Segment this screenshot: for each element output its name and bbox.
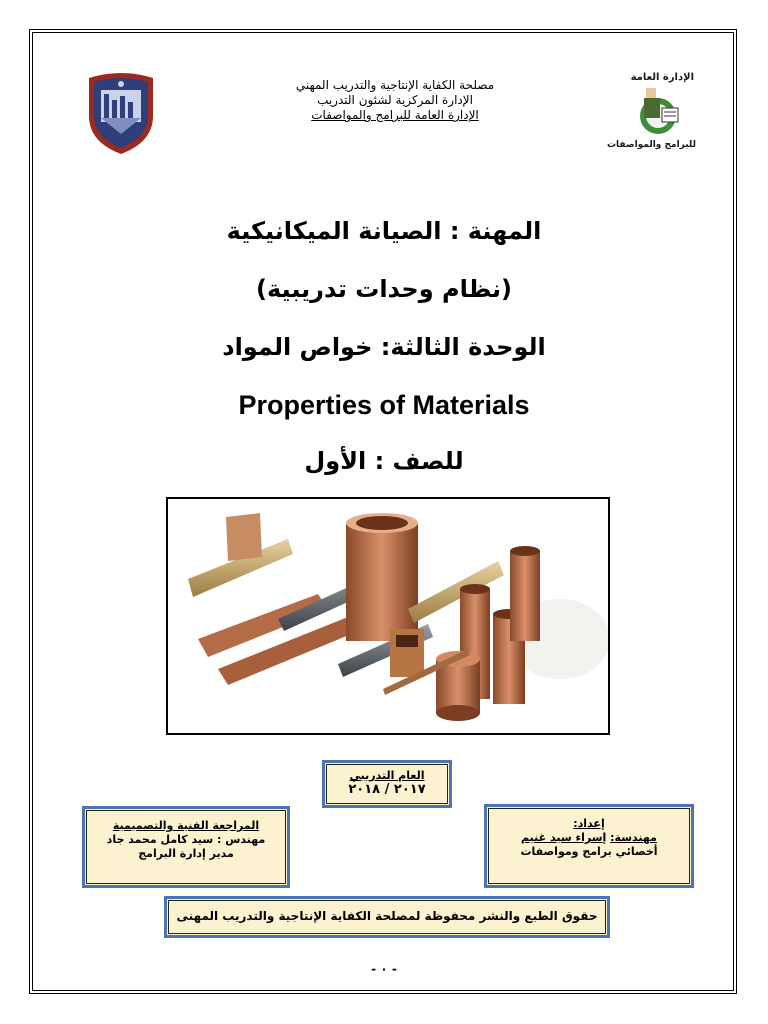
review-role: مدير إدارة البرامج [138,847,234,860]
review-heading: المراجعة الفنية والتصميمية [112,819,260,832]
prep-engineer-prefix: مهندسة: [610,831,657,844]
prep-engineer-name: إسراء سيد غنيم [521,831,607,844]
organization-logo-shield [85,72,157,156]
training-year-label: العام التدريبي [349,769,425,782]
system-subtitle: (نظام وحدات تدريبية) [256,275,512,303]
header-line-1: مصلحة الكفاية الإنتاجية والتدريب المهني [295,78,495,92]
logo-text-bottom: للبرامج والمواصفات [606,140,696,150]
materials-photo [166,497,610,735]
programs-department-logo [606,72,696,152]
review-engineer: مهندس : سيد كامل محمد جاد [106,833,266,846]
logo-text-top: الإدارة العامة [630,72,694,83]
copyright-box [164,896,610,938]
technical-review-box [82,806,290,888]
copyright-text: حقوق الطبع والنشر محفوظة لمصلحة الكفاية الإنتاجية والتدريب المهنى [176,909,598,923]
training-year-box [322,760,452,808]
prepared-by-box [484,804,694,888]
prep-heading: إعداد: [573,817,605,830]
prep-role: أخصائي برامج ومواصفات [520,845,658,858]
page-number: - ٠ - [371,962,397,976]
unit-title: الوحدة الثالثة: خواص المواد [222,333,546,361]
header-line-3: الإدارة العامة للبرامج والمواصفات [311,108,479,122]
header-block [230,78,560,123]
english-title: Properties of Materials [238,390,530,420]
header-line-2: الإدارة المركزية لشئون التدريب [317,93,473,107]
profession-title: المهنة : الصيانة الميكانيكية [226,217,542,245]
training-year-value: ٢٠١٧ / ٢٠١٨ [348,782,426,797]
grade-title: للصف : الأول [304,447,464,475]
